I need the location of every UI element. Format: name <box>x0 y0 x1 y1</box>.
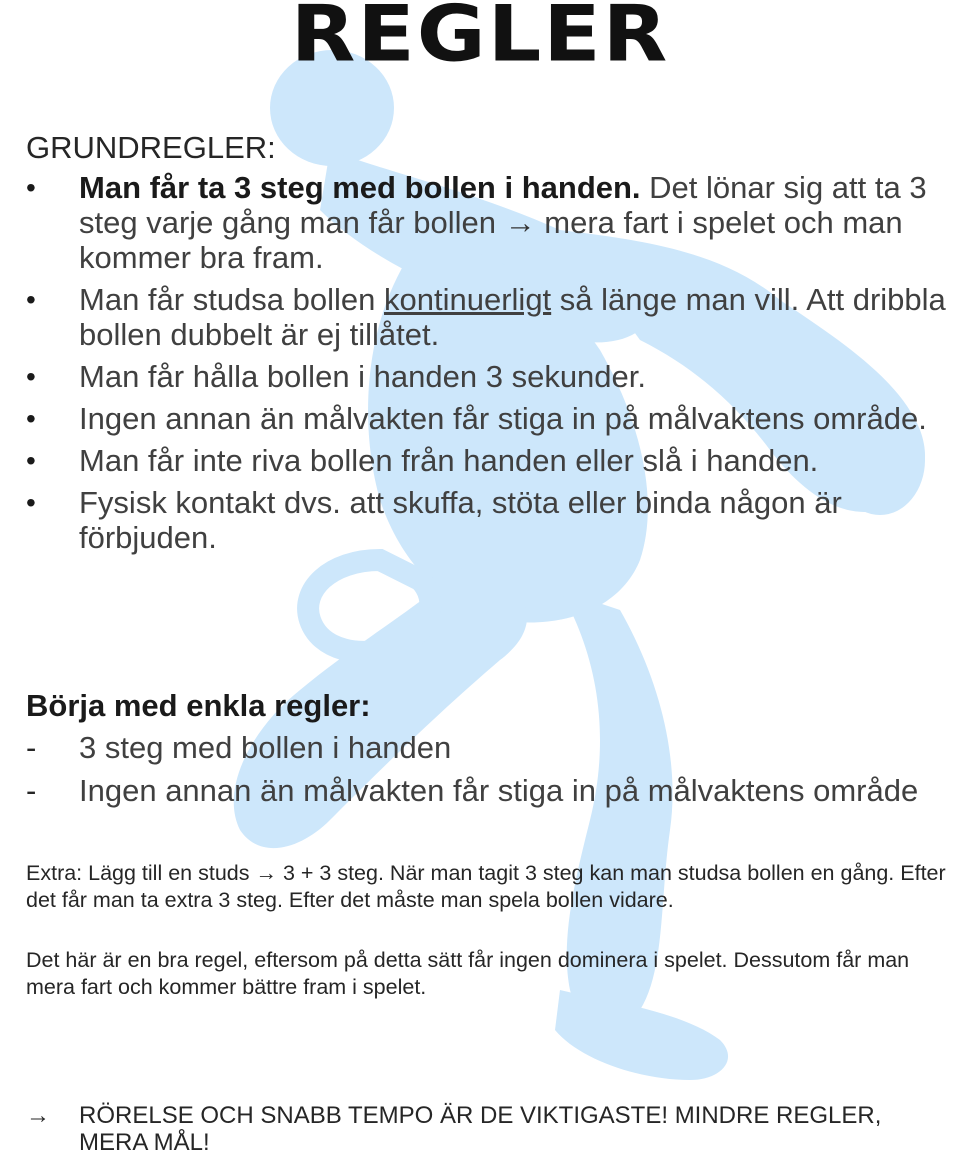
rule-item-dribble <box>26 282 956 352</box>
bullet-icon: • <box>26 172 36 203</box>
rule-item-goal-area <box>26 401 956 436</box>
bullet-icon: • <box>26 487 36 518</box>
rule-steps-bold: Man får ta 3 steg med bollen i handen. <box>79 170 641 205</box>
rule-steps-text: Det lönar sig att ta 3 steg varje gång man får bollen <box>79 170 927 240</box>
enkla-item-steps <box>26 730 960 766</box>
dash-marker: - <box>26 773 37 808</box>
rule-dribble-text: Man får studsa bollen <box>79 282 385 317</box>
extra-rule-paragraph <box>26 860 956 914</box>
bullet-icon: • <box>26 445 36 476</box>
extra-rule-text: Extra: Lägg till en studs <box>26 861 256 885</box>
enkla-item-goal-area <box>26 773 960 809</box>
bullet-icon: • <box>26 403 36 434</box>
rule-item-no-stealing <box>26 443 956 478</box>
rule-contact-text: Fysisk kontakt dvs. att skuffa, stöta eller binda någon är förbjuden. <box>79 485 842 555</box>
rule-no-stealing-text: Man får inte riva bollen från handen eller slå i handen. <box>79 443 819 478</box>
rule-dribble-underlined: kontinuerligt <box>384 282 552 317</box>
enkla-goal-area-text: Ingen annan än målvakten får stiga in på målvaktens område <box>79 773 919 808</box>
rule-item-hold <box>26 359 956 394</box>
good-rule-paragraph: Det här är en bra regel, eftersom på detta sätt får ingen dominera i spelet. Dessutom får man mera fart och kommer bättre fram i spelet. <box>26 948 910 999</box>
extra-rule-text-end: 3 + 3 steg. När man tagit 3 steg kan man studsa bollen en gång. Efter det får man ta extra 3 steg. Efter det måste man spela bollen vidare. <box>26 861 946 912</box>
rule-item-steps <box>26 170 956 275</box>
page-title: REGLER <box>290 0 670 80</box>
rule-goal-area-text: Ingen annan än målvakten får stiga in på målvaktens område. <box>79 401 927 436</box>
grundregler-list <box>26 170 956 562</box>
arrow-right-icon: → <box>26 1102 50 1129</box>
enkla-regler-heading: Börja med enkla regler: <box>26 688 371 723</box>
arrow-right-icon: → <box>504 205 536 240</box>
rule-dribble-text-end: så länge man vill. Att dribbla bollen dubbelt är ej tillåtet. <box>79 282 946 352</box>
arrow-right-icon: → <box>255 861 277 885</box>
final-slogan-text: RÖRELSE OCH SNABB TEMPO ÄR DE VIKTIGASTE! MINDRE REGLER, MERA MÅL! <box>79 1102 882 1156</box>
rule-hold-text: Man får hålla bollen i handen 3 sekunder. <box>79 359 647 394</box>
enkla-steps-text: 3 steg med bollen i handen <box>79 730 452 765</box>
bullet-icon: • <box>26 284 36 315</box>
final-slogan <box>26 1102 936 1156</box>
dash-marker: - <box>26 730 37 765</box>
rule-item-contact <box>26 485 956 555</box>
bullet-icon: • <box>26 361 36 392</box>
rule-steps-text-end: mera fart i spelet och man kommer bra fram. <box>79 205 903 275</box>
enkla-regler-list <box>26 730 960 816</box>
grundregler-heading: GRUNDREGLER: <box>26 130 276 165</box>
